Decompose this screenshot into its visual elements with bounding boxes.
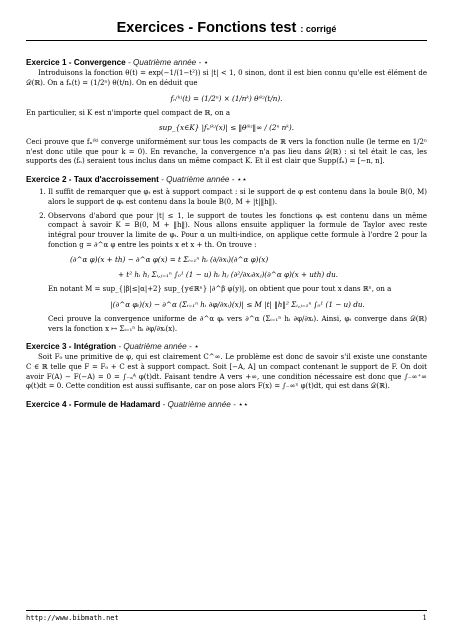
exercise-2-heading: Exercice 2 - Taux d'accroissement - Quatrième année - ⋆⋆ <box>26 175 247 185</box>
exercise-3-paragraph-1: Soit F₀ une primitive de φ, qui est clairement C^∞. Le problème est donc de savoir s'il existe une constante C ∈ ℝ telle que F = F₀ + C est à support compact. Soit [−A, A] un compact contenant le support de F. On doit avoir F(A) − F(−A) = 0 = ∫₋ₐᴬ φ(t)dt. Faisant tendre A vers +∞, une condition nécessaire est donc que ∫₋∞⁺∞ φ(t)dt = 0. Cette condition est aussi suffisante, car on pose alors F(x) = ∫₋∞ˣ φ(t)dt, qui est dans 𝒟(ℝ). <box>26 353 427 391</box>
page-number: 1 <box>422 614 427 622</box>
exercise-2-paragraph-1: En notant M = sup_{|β|≤|α|+2} sup_{y∈ℝⁿ} |∂^β φ(y)|, on obtient que pour tout x dans ℝⁿ, on a <box>48 285 392 294</box>
document-body <box>26 50 427 410</box>
exercise-2-paragraph-2: Ceci prouve la convergence uniforme de ∂^α φₜ vers ∂^α (Σᵢ₌₁ⁿ hᵢ ∂φ/∂xᵢ). Ainsi, φₜ converge dans 𝒟(ℝ) vers la fonction x ↦ Σᵢ₌₁ⁿ hᵢ ∂φ/∂xᵢ(x). <box>48 314 427 333</box>
exercise-1-paragraph-3: Ceci prouve que fₙ⁽ᵏ⁾ converge uniformément sur tous les compacts de ℝ vers la fonction nulle (le terme en 1/2ⁿ n'est donc utile que pour k = 0). En revanche, la convergence n'a pas lieu dans 𝒟(ℝ) : si tel était le cas, les supports des (fₙ) seraient tous inclus dans un même compact K. Et il est clair que Supp(fₙ) = [−n, n]. <box>26 138 427 166</box>
exercise-2-equation-1: (∂^α φ)(x + th) − ∂^α φ(x) = t Σᵢ₌₁ⁿ hᵢ (∂/∂xᵢ)(∂^α φ)(x) <box>70 255 269 265</box>
title-suffix: : corrigé <box>300 24 337 34</box>
exercise-2-item-2: 2. Observons d'abord que pour |t| ≤ 1, le support de toutes les fonctions φₜ est contenu dans un même compact à savoir K = B(0, M + ‖h‖). Nous allons ensuite appliquer la formule de Taylor avec reste intégral pour trouver la limite de φₜ. Pour α un multi-indice, on applique cette formule à l'ordre 2 pour la fonction g = ∂^α φ entre les points x et x + th. On trouve : (∂^α φ)(x + th) − ∂^α φ(x) = t Σᵢ₌₁ⁿ hᵢ (∂/∂xᵢ)(∂^α φ)(x) + t² hᵢ hⱼ Σᵢ,ⱼ₌₁ⁿ ∫₀¹ (1 − u) hᵢ hⱼ (∂²/∂xᵢ∂xⱼ)(∂^α φ)(x + uth) du. En notant M = sup_{|β|≤|α|+2} sup_{y∈ℝⁿ} |∂^β φ(y)|, on obtient que pour tout x dans ℝⁿ, on a |(∂^α φₜ)(x) − ∂^α (Σᵢ₌₁ⁿ hᵢ ∂φ/∂xᵢ)(x)| ≤ M |t| ‖h‖² Σᵢ,ⱼ₌₁ⁿ ∫₀¹ (1 − u) du. Ceci prouve la convergence uniforme de ∂^α φₜ vers ∂^α (Σᵢ₌₁ⁿ hᵢ ∂φ/∂xᵢ). Ainsi, φₜ converge dans 𝒟(ℝ) vers la fonction x ↦ Σᵢ₌₁ⁿ hᵢ ∂φ/∂xᵢ(x). <box>48 212 427 334</box>
exercise-3-heading: Exercice 3 - Intégration - Quatrième année - ⋆ <box>26 342 200 352</box>
difficulty-stars: ⋆ <box>193 342 200 352</box>
footer-url-link[interactable]: http://www.bibmath.net <box>26 614 119 622</box>
exercise-2-equation-3: |(∂^α φₜ)(x) − ∂^α (Σᵢ₌₁ⁿ hᵢ ∂φ/∂xᵢ)(x)| ≤ M |t| ‖h‖² Σᵢ,ⱼ₌₁ⁿ ∫₀¹ (1 − u) du. <box>110 299 365 309</box>
difficulty-stars: ⋆ <box>203 58 209 67</box>
page-title: Exercices - Fonctions test : corrigé <box>116 20 337 36</box>
exercise-1-heading: Exercice 1 - Convergence - Quatrième année - ⋆ <box>26 58 209 67</box>
exercise-1-paragraph-1: Introduisons la fonction θ(t) = exp(−1/(1−t²)) si |t| < 1, 0 sinon, dont il est bien connu qu'elle est élément de 𝒟(ℝ). On a fₙ(t) = (1/2ⁿ) θ(t/n). On en déduit que <box>26 69 427 87</box>
exercise-2-equation-2: + t² hᵢ hⱼ Σᵢ,ⱼ₌₁ⁿ ∫₀¹ (1 − u) hᵢ hⱼ (∂²/∂xᵢ∂xⱼ)(∂^α φ)(x + uth) du. <box>118 270 338 280</box>
title-divider <box>26 40 427 41</box>
exercise-2-item-1: 1. Il suffit de remarquer que φₜ est à support compact : si le support de φ est contenu dans la boule B(0, M) alors le support de φₜ est contenu dans la boule B(0, M + |t|‖h‖). <box>48 188 427 207</box>
exercise-1-equation-1: fₙ⁽ᵏ⁾(t) = (1/2ⁿ) × (1/nᵏ) θ⁽ᵏ⁾(t/n). <box>170 93 283 103</box>
footer-divider <box>26 610 427 611</box>
difficulty-stars: ⋆⋆ <box>238 400 249 410</box>
difficulty-stars: ⋆⋆ <box>236 175 247 185</box>
exercise-4-heading: Exercice 4 - Formule de Hadamard - Quatrième année - ⋆⋆ <box>26 400 249 410</box>
exercise-1-paragraph-2: En particulier, si K est n'importe quel compact de ℝ, on a <box>26 108 231 117</box>
footer <box>26 614 427 624</box>
exercise-1-equation-2: sup_{x∈K} |fₙ⁽ᵏ⁾(x)| ≤ ‖θ⁽ᵏ⁾‖∞ / (2ⁿ nᵏ). <box>158 123 295 133</box>
exercise-2-list <box>26 188 427 334</box>
